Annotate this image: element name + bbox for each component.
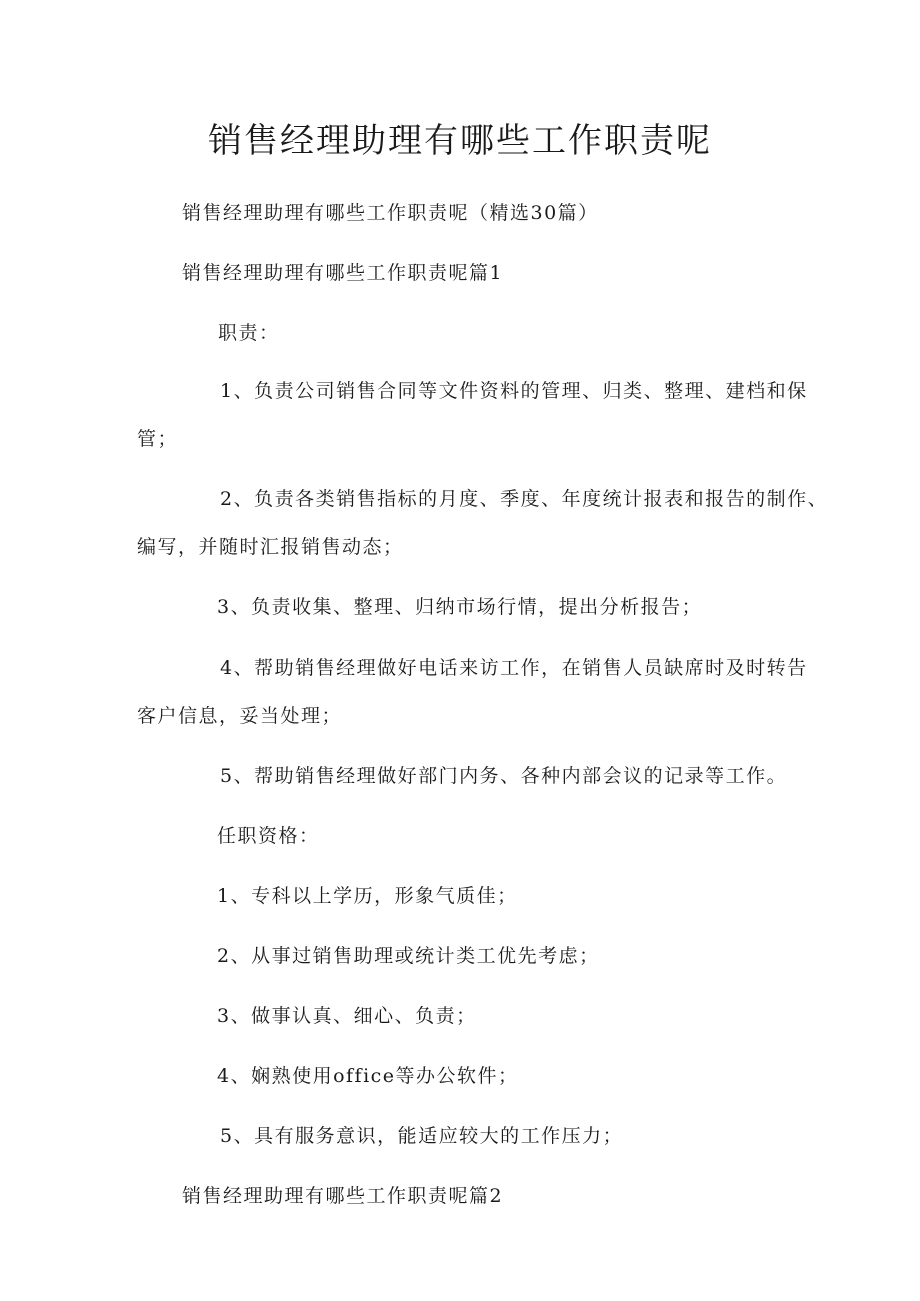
duty-item-2: 2、负责各类销售指标的月度、季度、年度统计报表和报告的制作、 [220, 488, 829, 510]
document-subtitle: 销售经理助理有哪些工作职责呢（精选30篇） [182, 202, 599, 224]
duty-item-2-continued: 编写，并随时汇报销售动态； [137, 536, 404, 558]
document-title: 销售经理助理有哪些工作职责呢 [208, 121, 712, 161]
section-heading-1: 销售经理助理有哪些工作职责呢篇1 [182, 262, 504, 284]
qualification-item-5: 5、具有服务意识，能适应较大的工作压力； [220, 1125, 624, 1147]
duty-item-1-continued: 管； [137, 428, 179, 450]
duty-item-4: 4、帮助销售经理做好电话来访工作，在销售人员缺席时及时转告 [220, 657, 808, 679]
duty-item-4-continued: 客户信息，妥当处理； [137, 705, 343, 727]
section-heading-2: 销售经理助理有哪些工作职责呢篇2 [182, 1185, 504, 1207]
qualification-item-3: 3、做事认真、细心、负责； [217, 1005, 477, 1027]
duty-item-5: 5、帮助销售经理做好部门内务、各种内部会议的记录等工作。 [220, 765, 788, 787]
duty-item-3: 3、负责收集、整理、归纳市场行情，提出分析报告； [217, 596, 703, 618]
qualification-item-4: 4、娴熟使用office等办公软件； [217, 1065, 519, 1087]
qualification-item-1: 1、专科以上学历，形象气质佳； [217, 885, 518, 907]
duties-label: 职责： [218, 322, 280, 344]
qualification-item-2: 2、从事过销售助理或统计类工优先考虑； [217, 945, 600, 967]
qualifications-label: 任职资格： [217, 825, 320, 847]
duty-item-1: 1、负责公司销售合同等文件资料的管理、归类、整理、建档和保 [220, 380, 808, 402]
